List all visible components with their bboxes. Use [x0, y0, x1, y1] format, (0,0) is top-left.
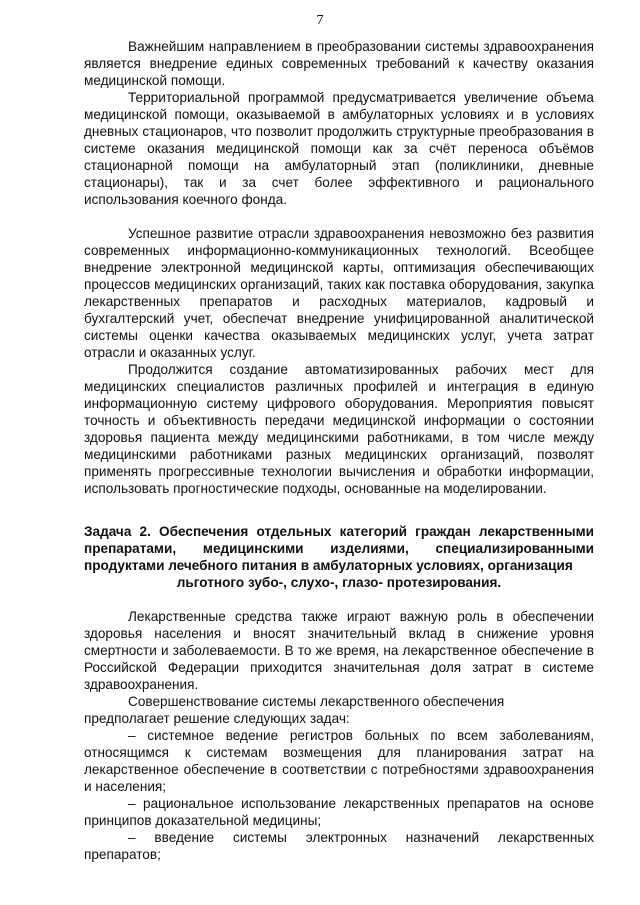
paragraph: Лекарственные средства также играют важную роль в обеспечении здоровья населения и вносят значительный вклад в снижение уровня смертности и заболеваемости. В то же время, на лекарственное обеспечение в Российской Федерации приходится значительная доля затрат в системе здравоохранения. [84, 609, 594, 692]
paragraph: Успешное развитие отрасли здравоохранения невозможно без развития современных информационно-коммуникационных технологий. Всеобщее внедрение электронной медицинской карты, оптимизация обеспечивающих процессов медицинских организаций, таких как поставка оборудования, закупка лекарственных препаратов и расходных материалов, кадровый и бухгалтерский учет, обеспечат внедрение унифицированной аналитической системы оценки качества оказываемых медицинских услуг, учета затрат отрасли и оказанных услуг. [84, 226, 594, 360]
document-body [84, 38, 594, 863]
list-item: – введение системы электронных назначений лекарственных препаратов; [84, 830, 594, 862]
list-item: – рациональное использование лекарственных препаратов на основе принципов доказательной медицины; [84, 796, 594, 828]
section-heading-main: Задача 2. Обеспечения отдельных категорий граждан лекарственными препаратами, медицинскими изделиями, специализированными продуктами лечебного питания в амбулаторных условиях, организация [84, 524, 594, 573]
paragraph-continuation: предполагает решение следующих задач: [84, 711, 350, 726]
list-item: – системное ведение регистров больных по всем заболеваниям, относящимся к системам возмещения для планирования затрат на лекарственное обеспечение в соответствии с потребностями здравоохранения и населения; [84, 728, 594, 794]
paragraph: Территориальной программой предусматривается увеличение объема медицинской помощи, оказываемой в амбулаторных условиях и в условиях дневных стационаров, что позволит продолжить структурные преобразования в системе оказания медицинской помощи как за счёт переноса объёмов стационарной помощи на амбулаторный этап (поликлиники, дневные стационары), так и за счет более эффективного и рационального использования коечного фонда. [84, 90, 594, 207]
section-heading [84, 523, 594, 591]
paragraph: Продолжится создание автоматизированных рабочих мест для медицинских специалистов различных профилей и интеграция в единую информационную систему цифрового оборудования. Мероприятия повысят точность и объективность передачи медицинской информации о состоянии здоровья пациента между медицинскими работниками, в том числе между медицинскими работниками разных медицинских организаций, позволят применять прогрессивные технологии вычисления и обработки информации, использовать прогностические подходы, основанные на моделировании. [84, 362, 594, 496]
section-heading-last-line: льготного зубо-, слухо-, глазо- протезирования. [176, 575, 502, 590]
page-number: 7 [316, 13, 324, 28]
paragraph: Совершенствование системы лекарственного обеспечения [128, 694, 505, 709]
paragraph: Важнейшим направлением в преобразовании системы здравоохранения является внедрение единых современных требований к качеству оказания медицинской помощи. [84, 39, 594, 88]
